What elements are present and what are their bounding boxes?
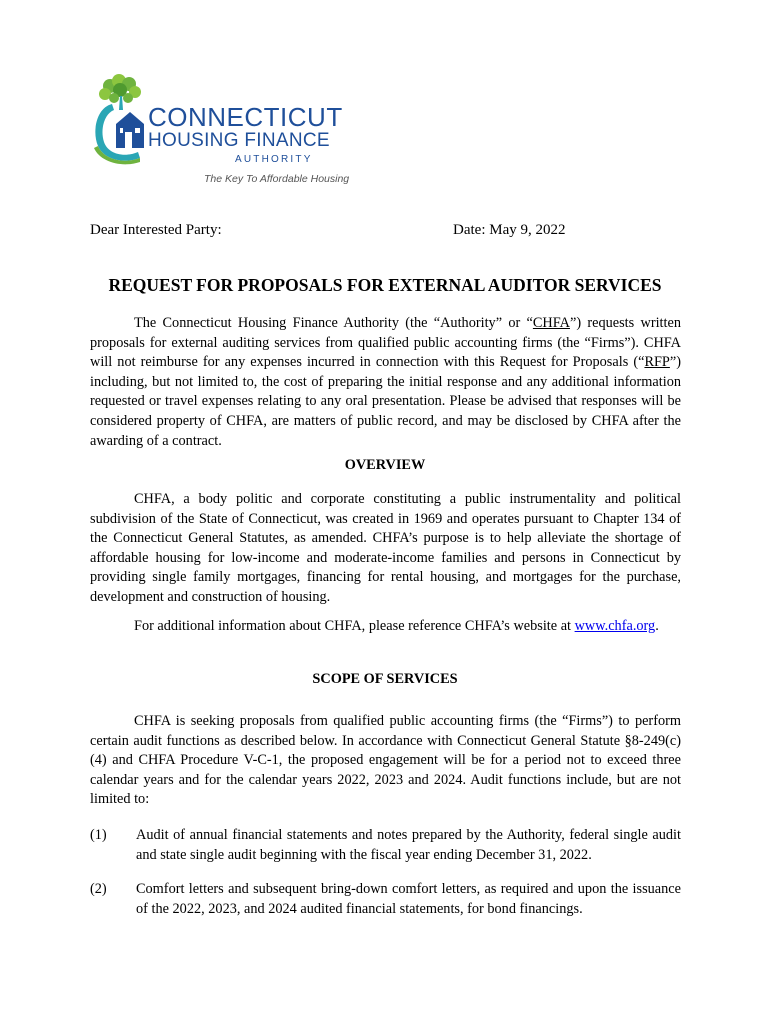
- chfa-logo: [90, 72, 350, 187]
- website-period: .: [655, 618, 659, 634]
- letter-date: Date: May 9, 2022: [453, 222, 566, 238]
- scope-text: CHFA is seeking proposals from qualified public accounting firms (the “Firms”) to perform certain audit functions as described below. In accordance with Connecticut General Statute §8-249(c)(4) and CHFA Procedure V-C-1, the proposed engagement will be for a period not to exceed three calendar years and for the calendar years 2022, 2023 and 2024. Audit functions include, but are not limited to:: [90, 713, 681, 808]
- list-item-text: Audit of annual financial statements and notes prepared by the Authority, federal single audit and state single audit beginning with the fiscal year ending December 31, 2022.: [136, 827, 681, 863]
- list-item-number: (2): [90, 881, 107, 897]
- intro-text-3: ”) including, but not limited to, the cost of preparing the initial response and any additional information requested or travel expenses relating to any oral presentation. Please be advised that responses will be considered property of CHFA, are matters of public record, and may be disclosed by CHFA after the awarding of a contract.: [90, 354, 681, 449]
- logo-tagline: The Key To Affordable Housing: [204, 173, 350, 185]
- intro-text-1: The Connecticut Housing Finance Authority (the “Authority” or “: [134, 315, 533, 331]
- logo-authority-text: AUTHORITY: [235, 154, 313, 165]
- house-tree-logo-icon: [90, 72, 152, 167]
- website-text: For additional information about CHFA, please reference CHFA’s website at: [134, 618, 575, 634]
- document-title: REQUEST FOR PROPOSALS FOR EXTERNAL AUDITOR SERVICES: [108, 275, 662, 295]
- overview-heading: OVERVIEW: [344, 457, 426, 473]
- rfp-abbreviation: RFP: [644, 354, 670, 371]
- scope-heading: SCOPE OF SERVICES: [312, 671, 458, 687]
- overview-text: CHFA, a body politic and corporate constituting a public instrumentality and political subdivision of the State of Connecticut, was created in 1969 and operates pursuant to Chapter 134 of the Connecticut General Statutes, as amended. CHFA’s purpose is to help alleviate the shortage of affordable housing for low-income and moderate-income families and persons in Connecticut by providing single family mortgages, financing for rental housing, and mortgages for the purchase, development and construction of housing.: [90, 491, 681, 605]
- intro-text-2: ”) requests written proposals for external auditing services from qualified public accounting firms (the “Firms”). CHFA will not reimburse for any expenses incurred in connection with this Request for Proposals (“: [90, 315, 681, 371]
- scope-paragraph: [90, 712, 681, 810]
- intro-paragraph: [90, 314, 681, 451]
- overview-paragraph: [90, 490, 681, 608]
- logo-connecticut-text: CONNECTICUT: [148, 102, 343, 132]
- chfa-abbreviation: CHFA: [532, 315, 570, 331]
- logo-housing-finance-text: HOUSING FINANCE: [148, 130, 330, 151]
- website-paragraph: [90, 617, 681, 637]
- list-item-text: Comfort letters and subsequent bring-down comfort letters, as required and upon the issuance of the 2022, 2023, and 2024 audited financial statements, for bond financings.: [136, 881, 681, 917]
- salutation: Dear Interested Party:: [90, 222, 222, 238]
- website-link[interactable]: www.chfa.org: [574, 618, 656, 634]
- list-item-number: (1): [90, 827, 107, 843]
